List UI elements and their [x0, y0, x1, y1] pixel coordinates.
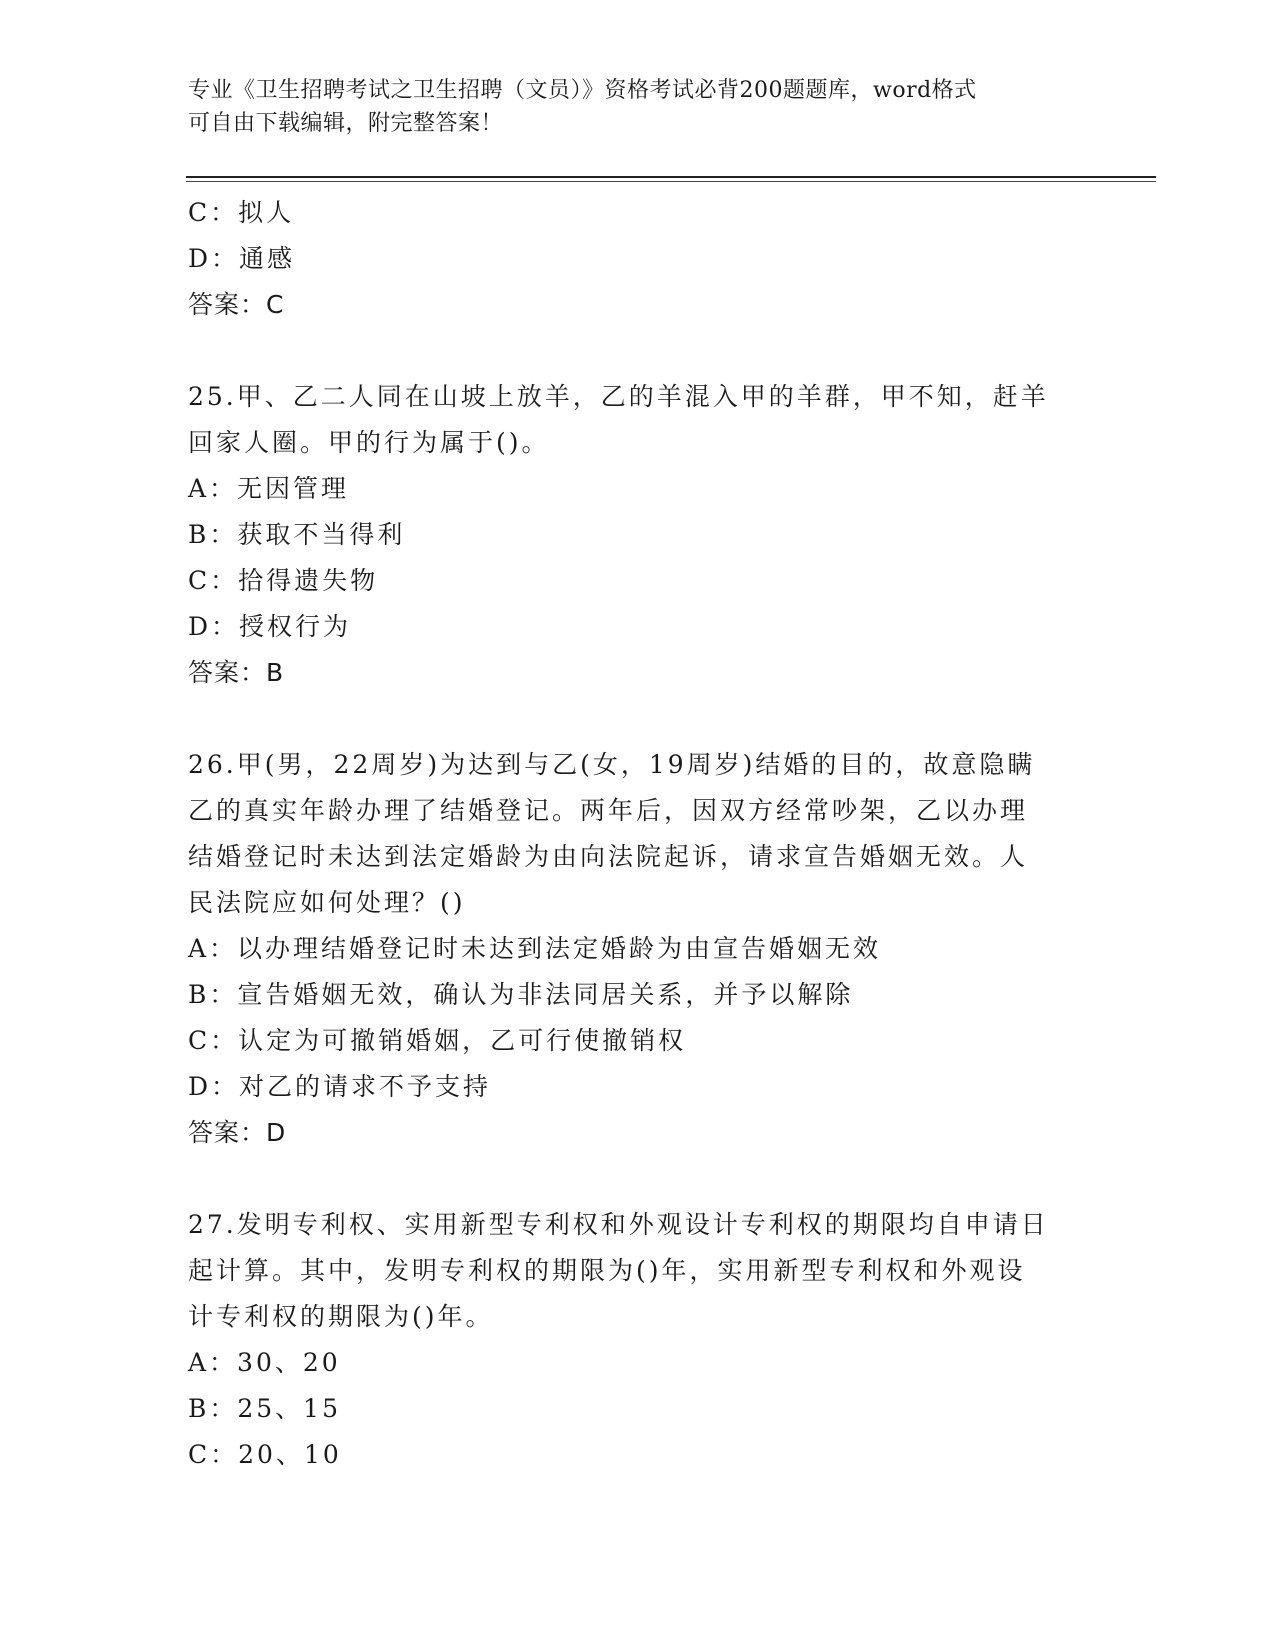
question-text-line: 起计算。其中，发明专利权的期限为()年，实用新型专利权和外观设	[188, 1256, 1026, 1285]
question-text-line: 计专利权的期限为()年。	[188, 1302, 494, 1331]
question-text-line: 回家人圈。甲的行为属于()。	[188, 428, 550, 457]
question-text-line: 民法院应如何处理？()	[188, 888, 466, 917]
option-c: C：拟人	[188, 198, 295, 227]
answer-line: 答案：D	[188, 1118, 287, 1147]
header-divider-thin	[186, 181, 1156, 182]
question-text-line: 27.发明专利权、实用新型专利权和外观设计专利权的期限均自申请日	[188, 1210, 1049, 1239]
question-27	[188, 1202, 1088, 1478]
option-c: C：20、10	[188, 1440, 342, 1469]
question-text-line: 26.甲(男，22周岁)为达到与乙(女，19周岁)结婚的目的，故意隐瞒	[188, 750, 1036, 779]
spacer	[188, 696, 1088, 742]
option-c: C：认定为可撤销婚姻，乙可行使撤销权	[188, 1026, 687, 1055]
option-a: A：30、20	[188, 1348, 341, 1377]
header-line-2: 可自由下载编辑，附完整答案！	[188, 111, 504, 136]
header-line-1: 专业《卫生招聘考试之卫生招聘（文员）》资格考试必背200题题库，word格式	[188, 78, 977, 103]
option-b: B：宣告婚姻无效，确认为非法同居关系，并予以解除	[188, 980, 854, 1009]
question-26	[188, 742, 1088, 1156]
answer-line: 答案：B	[188, 658, 285, 687]
answer-line: 答案：C	[188, 290, 285, 319]
option-a: A：以办理结婚登记时未达到法定婚龄为由宣告婚姻无效	[188, 934, 882, 963]
question-text-line: 乙的真实年龄办理了结婚登记。两年后，因双方经常吵架，乙以办理	[188, 796, 1029, 825]
option-d: D：授权行为	[188, 612, 352, 641]
spacer	[188, 1156, 1088, 1202]
option-d: D：对乙的请求不予支持	[188, 1072, 492, 1101]
question-text-line: 结婚登记时未达到法定婚龄为由向法院起诉，请求宣告婚姻无效。人	[188, 842, 1029, 871]
option-d: D：通感	[188, 244, 296, 273]
document-body	[188, 190, 1088, 1478]
option-b: B：获取不当得利	[188, 520, 406, 549]
spacer	[188, 328, 1088, 374]
option-b: B：25、15	[188, 1394, 341, 1423]
header-divider	[186, 176, 1156, 178]
question-25	[188, 374, 1088, 696]
document-header	[188, 74, 1088, 140]
question-text-line: 25.甲、乙二人同在山坡上放羊，乙的羊混入甲的羊群，甲不知，赶羊	[188, 382, 1049, 411]
question-24-continuation	[188, 190, 1088, 328]
option-c: C：拾得遗失物	[188, 566, 379, 595]
option-a: A：无因管理	[188, 474, 350, 503]
